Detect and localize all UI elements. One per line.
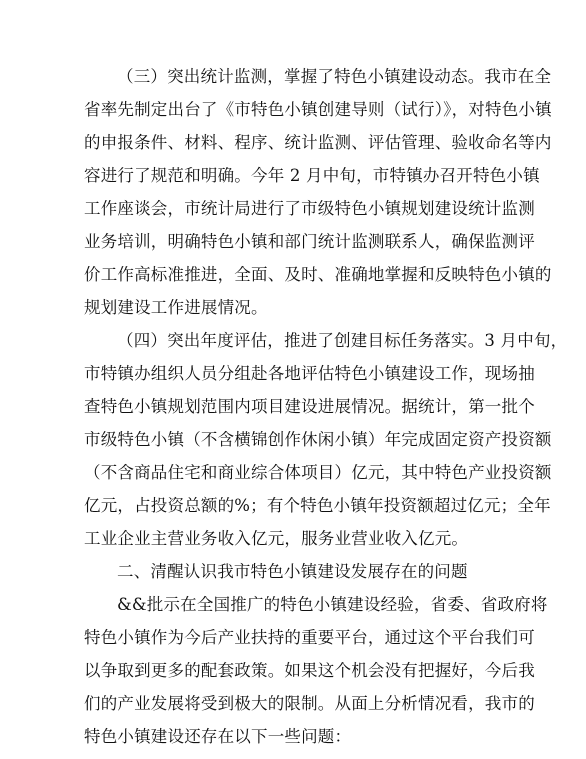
paragraph-3-line-6: 业务培训，明确特色小镇和部门统计监测联系人，确保监测评	[84, 232, 535, 251]
paragraph-3-line-1: （三）突出统计监测，掌握了特色小镇建设动态。我市在全	[117, 67, 552, 86]
paragraph-5-line-2: 特色小镇作为今后产业扶持的重要平台，通过这个平台我们可	[84, 628, 535, 647]
paragraph-3-line-4: 容进行了规范和明确。今年 2 月中旬，市特镇办召开特色小镇	[84, 166, 540, 185]
paragraph-4-line-1: （四）突出年度评估，推进了创建目标任务落实。3 月中旬，	[117, 331, 568, 350]
paragraph-4-line-7: 工业企业主营业务收入亿元，服务业营业收入亿元。	[84, 529, 469, 548]
paragraph-3-line-5: 工作座谈会，市统计局进行了市级特色小镇规划建设统计监测	[84, 199, 535, 218]
paragraph-4-line-5: （不含商品住宅和商业综合体项目）亿元，其中特色产业投资额	[84, 463, 552, 482]
paragraph-4-line-3: 查特色小镇规划范围内项目建设进展情况。据统计，第一批个	[84, 397, 535, 416]
section-heading: 二、清醒认识我市特色小镇建设发展存在的问题	[117, 562, 468, 581]
paragraph-5-line-1: &&批示在全国推广的特色小镇建设经验，省委、省政府将	[117, 595, 548, 614]
paragraph-3-line-3: 的申报条件、材料、程序、统计监测、评估管理、验收命名等内	[84, 133, 552, 152]
paragraph-3-line-2: 省率先制定出台了《市特色小镇创建导则（试行）》，对特色小镇	[84, 100, 552, 119]
paragraph-5-line-3: 以争取到更多的配套政策。如果这个机会没有把握好，今后我	[84, 661, 535, 680]
paragraph-4-line-6: 亿元，占投资总额的%；有个特色小镇年投资额超过亿元；全年	[84, 496, 551, 515]
paragraph-5-line-4: 们的产业发展将受到极大的限制。从面上分析情况看，我市的	[84, 694, 535, 713]
paragraph-4-line-2: 市特镇办组织人员分组赴各地评估特色小镇建设工作，现场抽	[84, 364, 535, 383]
paragraph-5-line-5: 特色小镇建设还存在以下一些问题：	[84, 727, 352, 746]
paragraph-3-line-7: 价工作高标准推进，全面、及时、准确地掌握和反映特色小镇的	[84, 265, 552, 284]
paragraph-3-line-8: 规划建设工作进展情况。	[84, 298, 268, 317]
paragraph-4-line-4: 市级特色小镇（不含横锦创作休闲小镇）年完成固定资产投资额	[84, 430, 552, 449]
